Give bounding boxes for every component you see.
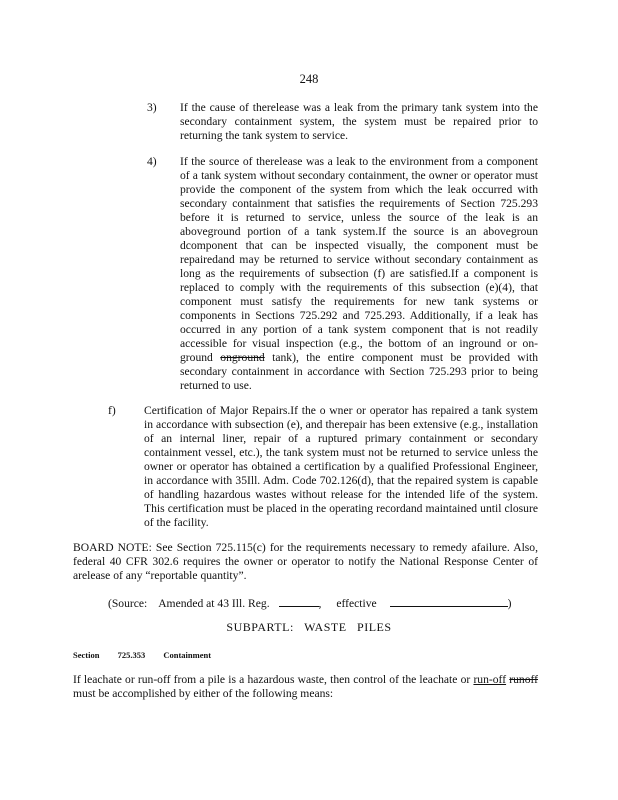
- section-title: Containment: [163, 650, 212, 660]
- subpart-title: SUBPARTL: WASTE PILES: [226, 620, 392, 634]
- blank-line-register: [279, 595, 319, 607]
- item-label: f): [108, 404, 116, 417]
- list-item-f: [108, 404, 538, 530]
- section-paragraph: [73, 673, 538, 701]
- source-amended: Amended at 43 Ill. Reg.: [158, 597, 270, 610]
- inserted-text: run-off: [473, 673, 507, 686]
- item-label: 4): [147, 155, 157, 168]
- section-number: 725.353: [117, 650, 146, 660]
- list-item-4: [147, 155, 538, 393]
- item-text: Certification of Major Repairs.If the o wner or operator has repaired a tank system in accordance with subsection (e), and therepair has been extensive (e.g., installation of an internal liner, repair of a ruptured primary containment or secondary containment vessel, etc.), the tank system must not be returned to service unless the owner or operator has obtained a certification by a qualified Professional Engineer, in accordance with 35Ill. Adm. Code 702.126(d), that the repaired system is capable of handling hazardous wastes without release for the intended life of the system. This certification must be placed in the operating recordand maintained until closure of the facility.: [144, 404, 538, 529]
- source-close: ): [507, 597, 512, 610]
- page-number: 248: [299, 72, 319, 86]
- item-text-part: tank), the entire component must be provided with secondary containment in accordance with Section 725.293 prior to being returned to use.: [180, 351, 538, 392]
- board-note: BOARD NOTE: See Section 725.115(c) for the requirements necessary to remedy afailure. Also, federal 40 CFR 302.6 requires the owner or operator to notify the National Response Center of arelease of any “reportable quantity”.: [73, 541, 538, 582]
- paragraph-text: must be accomplished by either of the following means:: [73, 687, 334, 700]
- item-text: [180, 155, 538, 393]
- deleted-text: runoff: [509, 673, 539, 686]
- blank-line-effective: [390, 595, 508, 607]
- source-effective: effective: [336, 597, 377, 610]
- item-text: If the cause of therelease was a leak from the primary tank system into the secondary containment system, the system must be repaired prior to returning the tank system to service.: [180, 101, 538, 142]
- deleted-text: onground: [220, 351, 265, 364]
- source-open: (Source:: [108, 597, 148, 610]
- list-item-3: [147, 101, 538, 143]
- section-heading: [73, 648, 227, 662]
- item-label: 3): [147, 101, 157, 114]
- source-line: [108, 595, 511, 611]
- paragraph-text: If leachate or run-off from a pile is a hazardous waste, then control of the leachate or: [73, 673, 471, 686]
- item-text-part: If the source of therelease was a leak to the environment from a component of a tank system without secondary containment, the owner or operator must provide the component of the system from which the leak occurred with secondary containment that satisfies the requirements of Section 725.293 before it is returned to service, unless the source of the leak is an aboveground portion of a tank system.If the source is an abovegroun dcomponent that can be inspected visually, the component must be repairedand may be returned to service without secondary containment as long as the requirements of subsection (f) are satisfied.If a component is replaced to comply with the requirements of this subsection (e)(4), that component must satisfy the requirements for new tank systems or components in Sections 725.292 and 725.293. Additionally, if a leak has occurred in any portion of a tank system component that is not readily accessible for visual inspection (e.g., the bottom of an inground or on-ground: [180, 155, 538, 364]
- section-label: Section: [73, 650, 100, 660]
- source-comma: ,: [318, 597, 322, 610]
